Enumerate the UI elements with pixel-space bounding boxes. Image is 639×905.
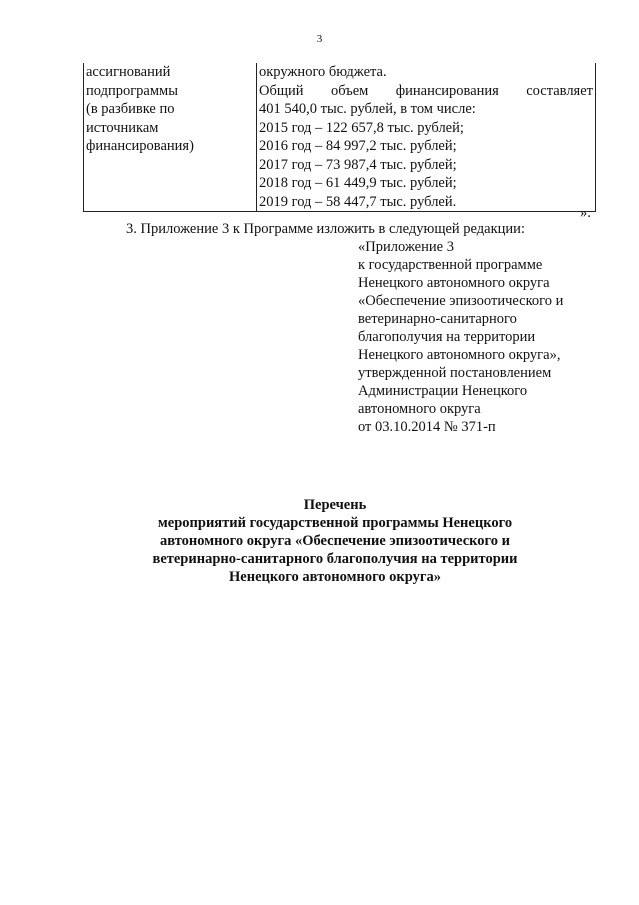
appendix-header-block bbox=[358, 238, 563, 436]
funding-label-line: ассигнований bbox=[86, 64, 171, 80]
table-row bbox=[84, 63, 596, 212]
document-title-block bbox=[100, 496, 570, 586]
funding-year-2015: 2015 год – 122 657,8 тыс. рублей; bbox=[259, 119, 464, 136]
appendix-line: благополучия на территории bbox=[358, 329, 536, 345]
appendix-line: Ненецкого автономного округа», bbox=[358, 347, 561, 363]
closing-quote: ». bbox=[580, 205, 591, 221]
appendix-line: Администрации Ненецкого bbox=[358, 383, 528, 399]
funding-label-line: (в разбивке по bbox=[86, 101, 175, 117]
page-number: 3 bbox=[316, 33, 323, 45]
appendix-line: «Приложение 3 bbox=[358, 239, 454, 255]
funding-year-2018: 2018 год – 61 449,9 тыс. рублей; bbox=[259, 175, 457, 191]
appendix-line: утвержденной постановлением bbox=[358, 365, 552, 381]
appendix-line: ветеринарно-санитарного bbox=[358, 311, 517, 327]
document-subtitle-line: ветеринарно-санитарного благополучия на территории bbox=[152, 551, 518, 567]
funding-year-2016: 2016 год – 84 997,2 тыс. рублей; bbox=[259, 138, 457, 154]
funding-label-line: финансирования) bbox=[86, 138, 194, 154]
document-subtitle-line: Ненецкого автономного округа» bbox=[229, 569, 441, 585]
document-title: Перечень bbox=[303, 497, 367, 513]
appendix-line: автономного округа bbox=[358, 401, 481, 417]
funding-value-line: окружного бюджета. bbox=[259, 64, 387, 80]
appendix-line: Ненецкого автономного округа bbox=[358, 275, 550, 291]
funding-label-line: источникам bbox=[86, 119, 159, 136]
document-subtitle-line: автономного округа «Обеспечение эпизоотического и bbox=[159, 533, 511, 549]
funding-year-2019: 2019 год – 58 447,7 тыс. рублей. bbox=[259, 193, 457, 210]
instruction-paragraph: 3. Приложение 3 к Программе изложить в следующей редакции: bbox=[126, 221, 525, 237]
appendix-line: к государственной программе bbox=[358, 257, 543, 273]
document-subtitle-line: мероприятий государственной программы Ненецкого bbox=[157, 515, 513, 531]
funding-value-line: 401 540,0 тыс. рублей, в том числе: bbox=[259, 101, 476, 117]
appendix-date-line: от 03.10.2014 № 371-п bbox=[358, 419, 496, 435]
funding-value-cell bbox=[257, 63, 596, 212]
funding-label-line: подпрограммы bbox=[86, 82, 178, 99]
funding-label-cell bbox=[84, 63, 257, 212]
funding-total-label: Общий объем финансирования составляет bbox=[259, 82, 593, 99]
appendix-line: «Обеспечение эпизоотического и bbox=[358, 293, 564, 309]
funding-year-2017: 2017 год – 73 987,4 тыс. рублей; bbox=[259, 156, 457, 173]
funding-table bbox=[83, 63, 596, 212]
